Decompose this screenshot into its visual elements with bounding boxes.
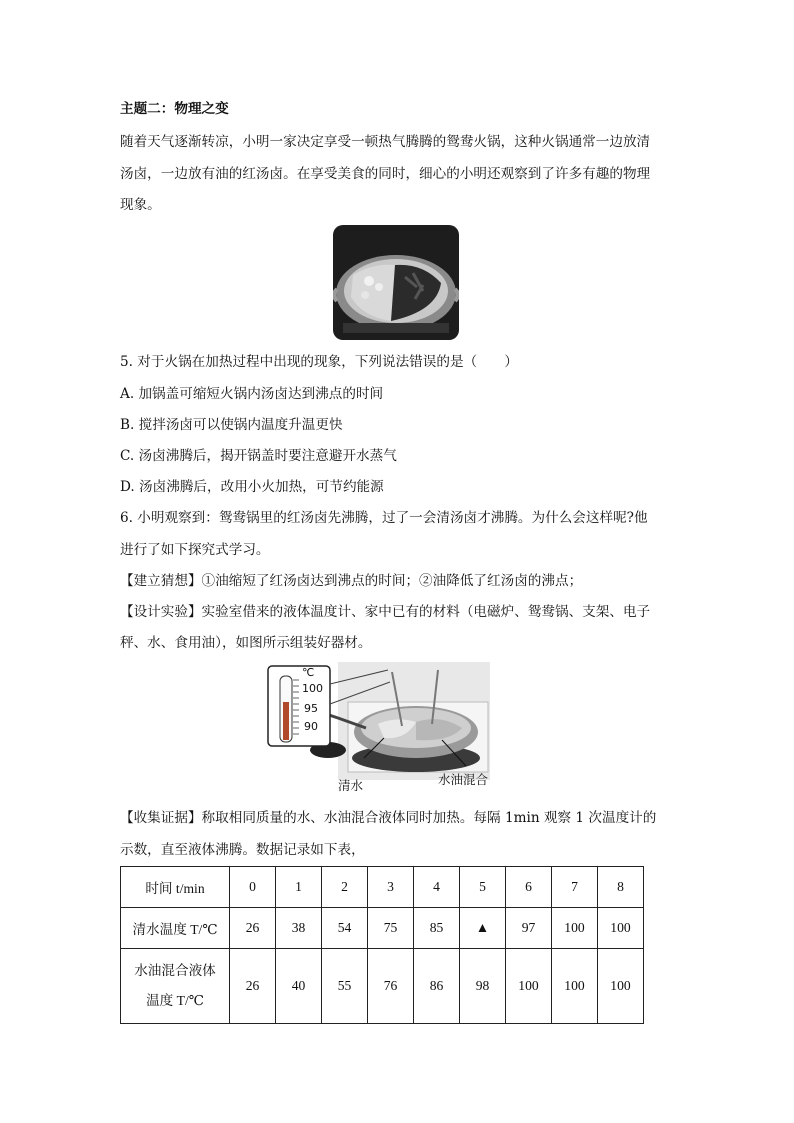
q5-option-c: C. 汤卤沸腾后，揭开锅盖时要注意避开水蒸气 xyxy=(120,448,397,464)
q6-design-line-2: 秤、水、食用油），如图所示组装好器材。 xyxy=(120,635,372,651)
mix-label-line-1: 水油混合液体 xyxy=(134,963,216,978)
table-cell: 26 xyxy=(230,949,276,1024)
table-cell: 100 xyxy=(552,908,598,949)
table-cell: 26 xyxy=(230,908,276,949)
q5-stem: 5. 对于火锅在加热过程中出现的现象，下列说法错误的是（ ） xyxy=(120,354,518,370)
q6-evidence-line-1: 【收集证据】称取相同质量的水、水油混合液体同时加热。每隔 1min 观察 1 次温度计的 xyxy=(120,810,657,826)
table-cell: 100 xyxy=(598,908,644,949)
table-cell: 0 xyxy=(230,867,276,908)
table-cell: 76 xyxy=(368,949,414,1024)
thermometer-tick-95: 95 xyxy=(304,702,318,715)
table-cell: 2 xyxy=(322,867,368,908)
table-cell: 38 xyxy=(276,908,322,949)
table-row-water xyxy=(121,908,644,949)
table-cell: 86 xyxy=(414,949,460,1024)
table-cell: 7 xyxy=(552,867,598,908)
table-cell: 时间 t/min xyxy=(121,867,230,908)
q6-evidence-line-2: 示数，直至液体沸腾。数据记录如下表， xyxy=(120,842,365,858)
q5-option-b: B. 搅拌汤卤可以使锅内温度升温更快 xyxy=(120,417,343,433)
table-cell: 3 xyxy=(368,867,414,908)
table-cell: 85 xyxy=(414,908,460,949)
intro-line-3: 现象。 xyxy=(120,197,161,213)
intro-line-2: 汤卤，一边放有油的红汤卤。在享受美食的同时，细心的小明还观察到了许多有趣的物理 xyxy=(120,166,651,182)
table-cell: 40 xyxy=(276,949,322,1024)
table-cell xyxy=(121,949,230,1024)
thermometer-tick-90: 90 xyxy=(304,720,318,733)
q6-stem-line-1: 6. 小明观察到：鸳鸯锅里的红汤卤先沸腾，过了一会清汤卤才沸腾。为什么会这样呢?他 xyxy=(120,510,648,526)
table-cell: 55 xyxy=(322,949,368,1024)
table-cell: 5 xyxy=(460,867,506,908)
table-row-mix xyxy=(121,949,644,1024)
table-cell: 6 xyxy=(506,867,552,908)
label-water-oil-mix: 水油混合 xyxy=(438,772,489,787)
table-cell: 75 xyxy=(368,908,414,949)
section-title: 主题二：物理之变 xyxy=(120,101,229,117)
data-table xyxy=(120,866,644,1024)
table-row-time xyxy=(121,867,644,908)
table-cell: 100 xyxy=(598,949,644,1024)
table-cell: 1 xyxy=(276,867,322,908)
thermometer-unit: ℃ xyxy=(302,666,315,679)
q6-design-line-1: 【设计实验】实验室借来的液体温度计、家中已有的材料（电磁炉、鸳鸯锅、支架、电子 xyxy=(120,604,651,620)
table-cell: 8 xyxy=(598,867,644,908)
intro-line-1: 随着天气逐渐转凉，小明一家决定享受一顿热气腾腾的鸳鸯火锅，这种火锅通常一边放清 xyxy=(120,134,651,150)
mix-label-line-2: 温度 T/℃ xyxy=(146,993,204,1008)
table-cell: 100 xyxy=(506,949,552,1024)
table-cell: 98 xyxy=(460,949,506,1024)
q6-hypothesis: 【建立猜想】①油缩短了红汤卤达到沸点的时间；②油降低了红汤卤的沸点； xyxy=(120,573,583,589)
missing-value-marker: ▲ xyxy=(460,908,506,949)
q6-stem-line-2: 进行了如下探究式学习。 xyxy=(120,542,270,558)
table-cell: 97 xyxy=(506,908,552,949)
thermometer-tick-100: 100 xyxy=(302,682,323,695)
label-water: 清水 xyxy=(338,778,364,793)
q5-option-d: D. 汤卤沸腾后，改用小火加热，可节约能源 xyxy=(120,479,384,495)
experiment-figure xyxy=(266,662,490,792)
table-cell: 清水温度 T/℃ xyxy=(121,908,230,949)
table-cell: 100 xyxy=(552,949,598,1024)
q5-option-a: A. 加锅盖可缩短火锅内汤卤达到沸点的时间 xyxy=(120,386,384,402)
table-cell: 4 xyxy=(414,867,460,908)
table-cell: 54 xyxy=(322,908,368,949)
hotpot-photo xyxy=(333,225,459,340)
